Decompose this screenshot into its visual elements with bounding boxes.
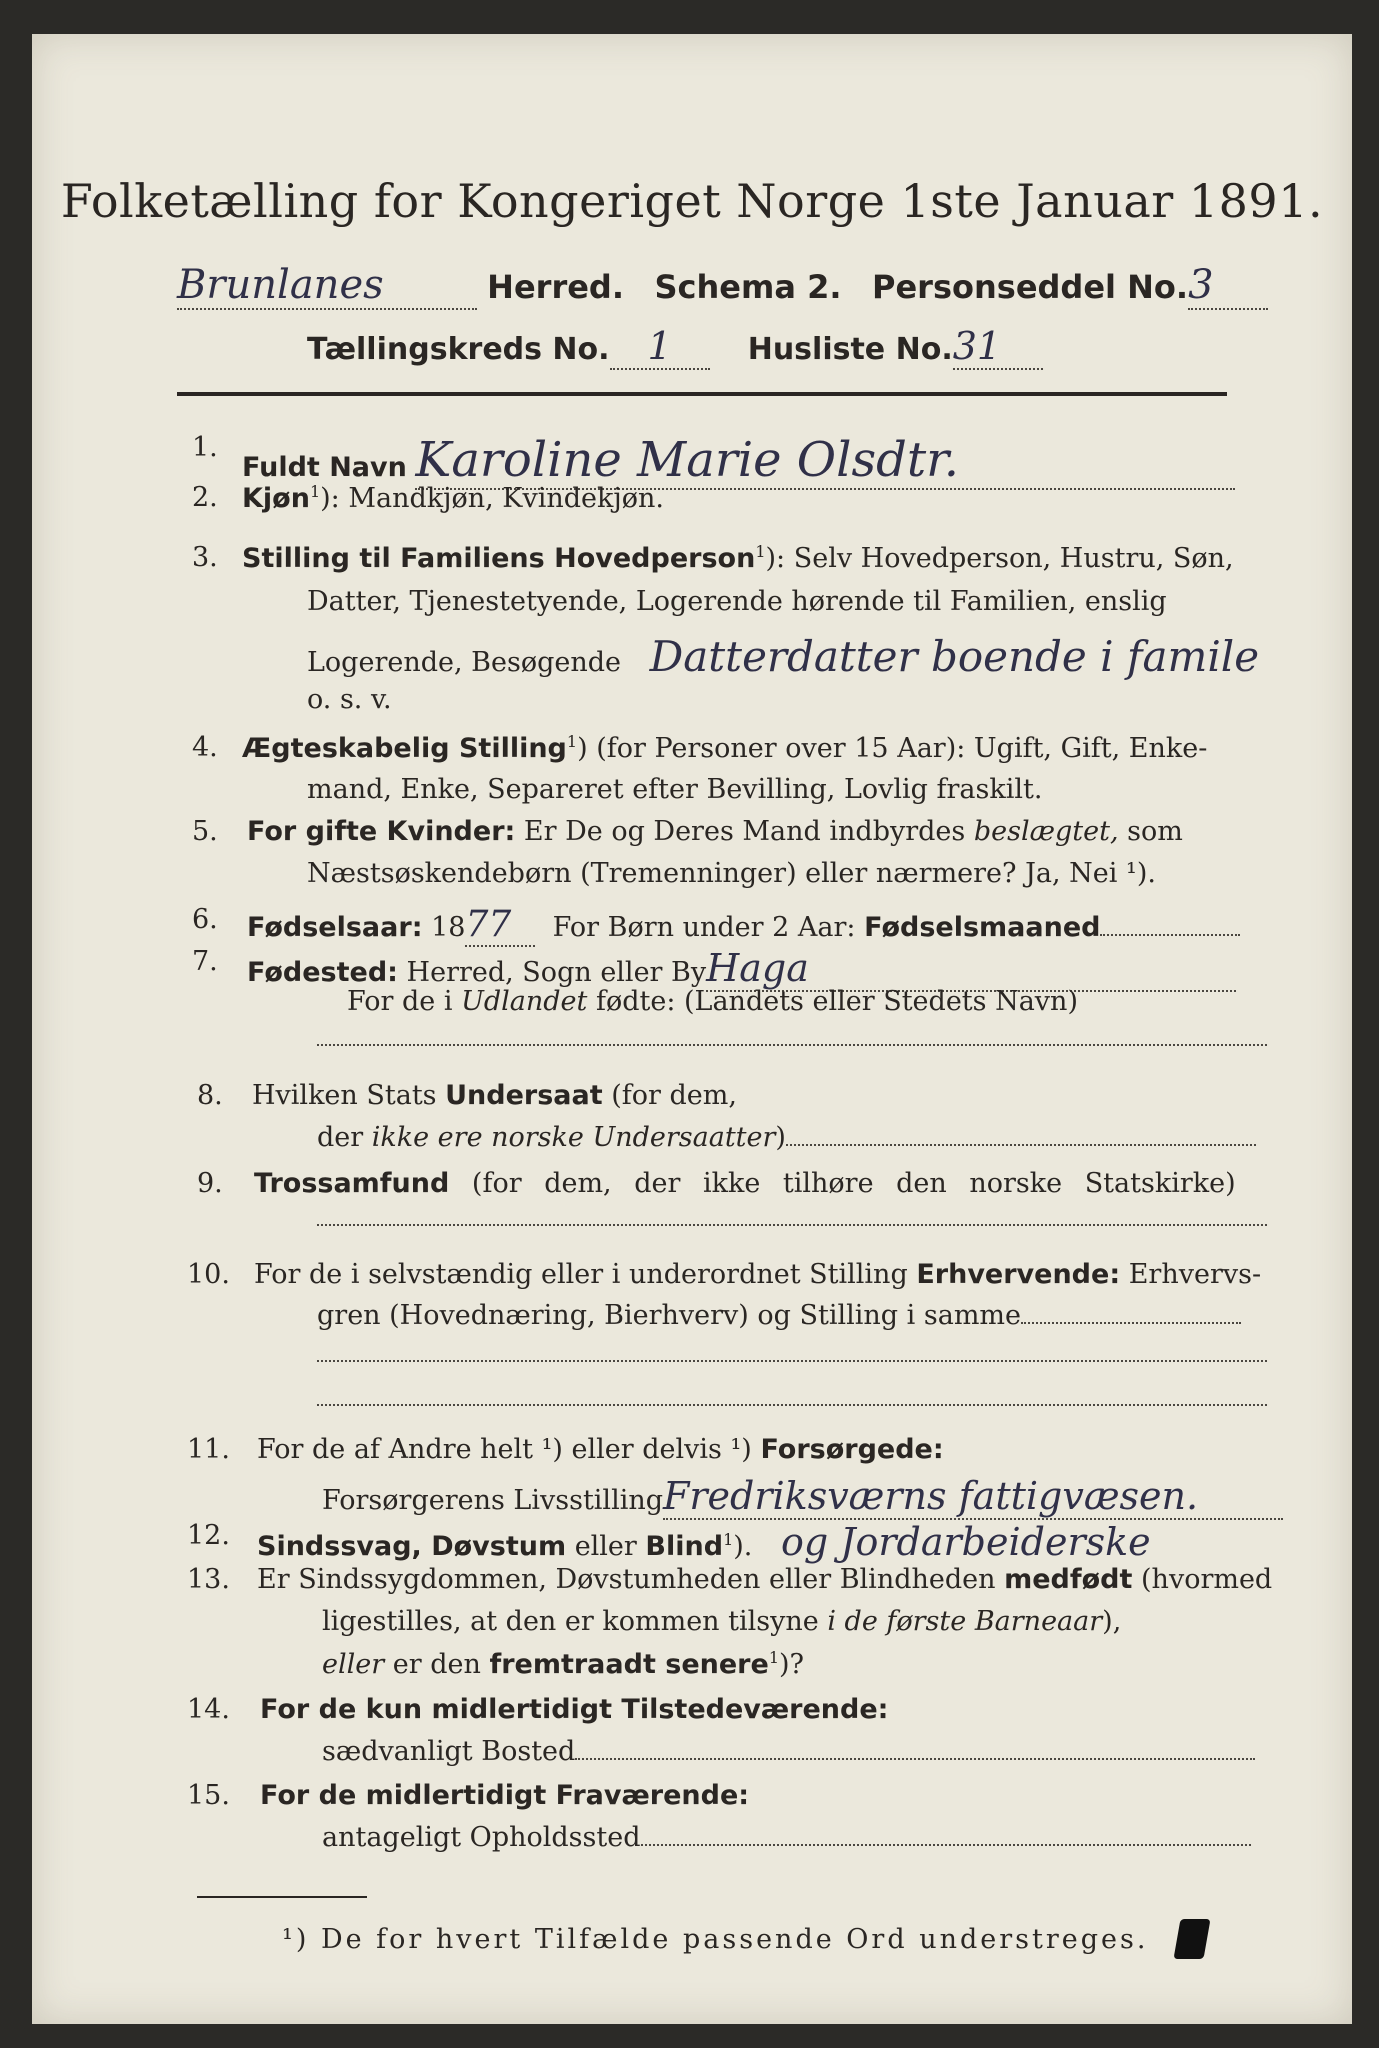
q3-text2: Datter, Tjenestetyende, Logerende hørende til Familien, enslig [307, 586, 1167, 617]
q13-label3: fremtraadt senere [489, 1649, 769, 1680]
q2-number: 2. [192, 482, 218, 513]
q1-label: Fuldt Navn [242, 452, 407, 483]
q11-number: 11. [187, 1434, 230, 1465]
q13-text2a: ligestilles, at den er kommen tilsyne [322, 1606, 819, 1637]
q13-text3a: eller [322, 1649, 385, 1680]
header-rule [177, 392, 1227, 396]
q3-text3: Logerende, Besøgende [307, 647, 621, 678]
q3-sup: 1 [755, 542, 766, 561]
q13-line3 [322, 1648, 804, 1680]
q6-line [247, 904, 1240, 947]
q3-text1: ): Selv Hovedperson, Hustru, Søn, [765, 543, 1234, 574]
form-title: Folketælling for Kongeriget Norge 1ste Januar 1891. [60, 174, 1324, 228]
q11-line1 [257, 1434, 944, 1465]
q3-value: Datterdatter boende i famile [649, 632, 1260, 681]
q1-number: 1. [192, 432, 218, 463]
q5-text2: Næstsøskendebørn (Tremenninger) eller nærmere? Ja, Nei ¹). [307, 858, 1156, 889]
personseddel-label: Personseddel No. [872, 268, 1189, 306]
q8-text1b: (for dem, [611, 1080, 737, 1111]
q15-line2 [322, 1822, 1251, 1853]
q3-number: 3. [192, 542, 218, 573]
q12-text2: ). [733, 1531, 753, 1562]
q5-number: 5. [192, 816, 218, 847]
ink-blot [1173, 1919, 1210, 1959]
q12-label2: Blind [645, 1531, 724, 1562]
husliste-value: 31 [953, 324, 1043, 370]
footnote-rule [197, 1896, 367, 1898]
kreds-line [307, 324, 1043, 370]
q5-label: For gifte Kvinder: [247, 816, 516, 847]
q1-value: Karoline Marie Olsdtr. [415, 432, 1235, 490]
q2-line [242, 482, 664, 514]
q2-label: Kjøn [242, 483, 310, 514]
q7-label: Fødested: [247, 957, 398, 988]
q6-label2: Fødselsmaaned [864, 912, 1101, 943]
q7-value: Haga [706, 946, 1236, 992]
personseddel-value: 3 [1188, 262, 1268, 310]
q3-label: Stilling til Familiens Hovedperson [242, 543, 756, 574]
kreds-value: 1 [610, 324, 710, 370]
q12-sup: 1 [723, 1530, 734, 1549]
q9-number: 9. [197, 1168, 223, 1199]
q8-line1 [252, 1080, 737, 1111]
q10-label: Erhvervende: [916, 1259, 1121, 1290]
q5-text1a: Er De og Deres Mand indbyrdes [523, 816, 966, 847]
herred-value: Brunlanes [177, 262, 477, 310]
q15-fill [641, 1844, 1251, 1846]
q8-line2: der ikke ere norske Undersaatter) [317, 1122, 1256, 1153]
q4-number: 4. [192, 732, 218, 763]
q7-text2c: fødte: (Landets eller Stedets Navn) [595, 986, 1078, 1017]
q14-fill [575, 1758, 1255, 1760]
q13-text1: Er Sindssygdommen, Døvstumheden eller Blindheden [257, 1564, 996, 1595]
herred-label: Herred. [487, 268, 624, 306]
q8-text2a: der [317, 1122, 364, 1153]
q10-blank-line-1 [317, 1360, 1267, 1362]
q11-text1: For de af Andre helt ¹) eller delvis ¹) [257, 1434, 752, 1465]
q10-fill [1021, 1322, 1241, 1324]
q7-number: 7. [192, 946, 218, 977]
q14-line2 [322, 1736, 1255, 1767]
q12-number: 12. [187, 1520, 230, 1551]
census-form [32, 34, 1352, 2024]
q6-text: For Børn under 2 Aar: [552, 912, 856, 943]
q8-label: Undersaat [445, 1080, 603, 1111]
q4-text1: ) (for Personer over 15 Aar): Ugift, Gift, Enke- [577, 733, 1208, 764]
schema-label: Schema 2. [654, 268, 842, 306]
q11-text2: Forsørgerens Livsstilling [322, 1485, 664, 1516]
q2-text: ): Mandkjøn, Kvindekjøn. [320, 483, 664, 514]
q10-text1b: Erhvervs- [1128, 1259, 1262, 1290]
q8-number: 8. [197, 1080, 223, 1111]
q13-text3b: er den [392, 1649, 481, 1680]
q10-text2: gren (Hovednæring, Bierhverv) og Stilling i samme [317, 1300, 1022, 1331]
q10-line2 [317, 1300, 1241, 1331]
q10-line1 [254, 1259, 1261, 1290]
q2-sup: 1 [309, 482, 321, 501]
q7-text2a: For de i [347, 986, 453, 1017]
q8-text1a: Hvilken Stats [252, 1080, 437, 1111]
q8-fill [786, 1144, 1256, 1146]
q13-text3c: )? [779, 1649, 805, 1680]
q11-value: Fredriksværns fattigvæsen. [663, 1474, 1283, 1520]
q5-line1 [247, 816, 1183, 847]
q6-label: Fødselsaar: [247, 912, 423, 943]
q11-line2 [322, 1474, 1283, 1520]
q12-line [257, 1520, 1151, 1564]
q10-text1: For de i selvstændig eller i underordnet Stilling [254, 1259, 908, 1290]
q6-value: 77 [465, 904, 535, 947]
q13-number: 13. [187, 1564, 230, 1595]
q4-line1 [242, 732, 1207, 764]
q4-sup: 1 [566, 732, 578, 751]
q12-value: og Jordarbeiderske [780, 1520, 1151, 1564]
q8-text2b: ikke ere norske Undersaatter [371, 1122, 776, 1153]
husliste-label: Husliste No. [747, 332, 953, 367]
q7-line2 [347, 986, 1078, 1017]
q13-text2c: ), [1102, 1606, 1122, 1637]
q15-text: antageligt Opholdssted [322, 1822, 641, 1853]
q5-text1b: beslægtet, [973, 816, 1119, 847]
q13-line2 [322, 1606, 1121, 1637]
q4-label: Ægteskabelig Stilling [242, 733, 567, 764]
q3-line3 [307, 632, 1259, 681]
q9-text: (for dem, der ikke tilhøre den norske Statskirke) [471, 1168, 1236, 1199]
q14-number: 14. [187, 1694, 230, 1725]
q5-text1c: som [1127, 816, 1183, 847]
q14-text: sædvanligt Bosted [322, 1736, 576, 1767]
q10-blank-line-2 [317, 1404, 1267, 1406]
q7-text2b: Udlandet [461, 986, 588, 1017]
q11-label: Forsørgede: [760, 1434, 944, 1465]
q4-text2: mand, Enke, Separeret efter Bevilling, Lovlig fraskilt. [307, 774, 1043, 805]
q14-label: For de kun midlertidigt Tilstedeværende: [260, 1694, 889, 1725]
footnote: ¹) De for hvert Tilfælde passende Ord understreges. [282, 1924, 1149, 1955]
q13-label: medfødt [1004, 1564, 1133, 1595]
q13-sup: 1 [768, 1648, 779, 1667]
q7-text1: Herred, Sogn eller By [406, 957, 707, 988]
herred-line [177, 262, 1268, 310]
q3-text4: o. s. v. [307, 684, 392, 715]
q9-line [254, 1168, 1236, 1199]
q6-prefix: 18 [431, 912, 466, 943]
q15-label: For de midlertidigt Fraværende: [260, 1780, 750, 1811]
q3-line1 [242, 542, 1234, 574]
q13-line1 [257, 1564, 1272, 1595]
q15-number: 15. [187, 1780, 230, 1811]
q13-text1b: (hvormed [1141, 1564, 1273, 1595]
q6-number: 6. [192, 904, 218, 935]
q9-label: Trossamfund [254, 1168, 450, 1199]
q9-blank-line [317, 1224, 1267, 1226]
q12-label: Sindssvag, Døvstum [257, 1531, 567, 1562]
q6-fill [1100, 934, 1240, 936]
q10-number: 10. [187, 1259, 230, 1290]
q12-text: eller [574, 1531, 637, 1562]
q7-blank-line [317, 1044, 1267, 1046]
kreds-label: Tællingskreds No. [307, 332, 610, 367]
q13-text2b: i de første Barneaar [827, 1606, 1103, 1637]
